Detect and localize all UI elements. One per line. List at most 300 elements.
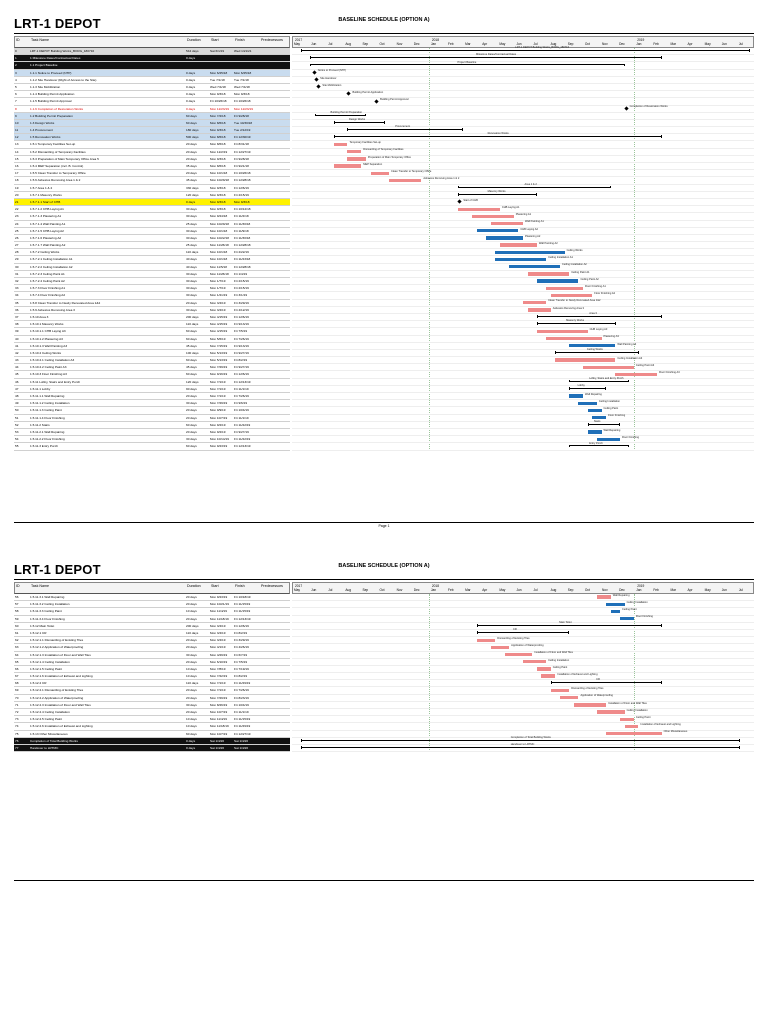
gantt-bar[interactable] [523, 301, 546, 304]
gantt-bar[interactable] [310, 64, 624, 65]
gantt-bar[interactable] [537, 330, 588, 333]
table-row[interactable] [14, 177, 290, 184]
table-row[interactable] [14, 271, 290, 278]
gantt-row [292, 608, 754, 615]
cell-start: Mon 9/9/19 [210, 408, 226, 413]
table-row[interactable] [14, 55, 290, 62]
gantt-bar-label: Plastering A2 [525, 234, 541, 238]
table-row[interactable] [14, 659, 290, 666]
cell-id: 23 [15, 214, 19, 219]
milestone-diamond[interactable] [458, 200, 462, 204]
cell-dur: 20 days [186, 429, 197, 434]
gantt-bar[interactable] [541, 674, 555, 677]
gantt-row [292, 716, 754, 723]
gantt-row [292, 189, 754, 199]
gantt-bar[interactable] [537, 316, 662, 317]
cell-finish: Fri 9/27/19 [234, 429, 249, 434]
table-row[interactable] [14, 206, 290, 213]
gantt-bar[interactable] [505, 653, 533, 656]
month-label: Jul [738, 588, 743, 592]
gantt-bar[interactable] [477, 229, 519, 232]
month-label: Jan [636, 588, 642, 592]
gantt-bar[interactable] [495, 258, 546, 261]
gantt-bar[interactable] [334, 122, 385, 123]
gantt-bar[interactable] [569, 445, 629, 446]
table-row[interactable] [14, 256, 290, 263]
milestone-diamond[interactable] [317, 85, 321, 89]
gantt-bar-label: Floor Finishing [635, 615, 653, 619]
table-row[interactable] [14, 716, 290, 723]
gantt-bar-label: Ceiling Paint [635, 716, 651, 719]
table-row[interactable] [14, 120, 290, 127]
table-row[interactable] [14, 163, 290, 170]
gantt-bar-label: Ceiling Installation A2 [561, 263, 587, 267]
cell-name: 1.4 Procurement [30, 128, 53, 133]
gantt-row [292, 709, 754, 716]
cell-finish: Fri 4/12/19 [234, 307, 249, 312]
table-row[interactable] [14, 134, 290, 141]
table-row[interactable] [14, 738, 290, 745]
cell-start: Mon 10/1/18 [210, 257, 228, 262]
table-row[interactable] [14, 84, 290, 91]
gantt-bar-label: Wall Painting A2 [538, 241, 558, 245]
gantt-bar[interactable] [458, 208, 500, 211]
table-row[interactable] [14, 336, 290, 343]
table-row[interactable] [14, 292, 290, 299]
cell-dur: 30 days [186, 271, 197, 276]
cell-dur: 120 days [186, 192, 199, 197]
gantt-bar[interactable] [509, 265, 560, 268]
gantt-bar[interactable] [574, 703, 606, 706]
gantt-bar[interactable] [486, 236, 523, 239]
gantt-bar-label: Ceiling Paint A3 [635, 364, 655, 368]
table-row[interactable] [14, 630, 290, 637]
gantt-bar[interactable] [625, 725, 639, 728]
cell-dur: 30 days [186, 235, 197, 240]
table-row[interactable] [14, 666, 290, 673]
cell-dur: 30 days [186, 702, 197, 707]
gantt-bar[interactable] [301, 50, 749, 51]
table-row[interactable] [14, 436, 290, 443]
cell-dur: 60 days [186, 358, 197, 363]
cell-start: Fri 10/26/18 [210, 99, 227, 104]
cell-finish: Fri 11/9/18 [234, 228, 249, 233]
table-row[interactable] [14, 70, 290, 77]
table-row[interactable] [14, 285, 290, 292]
cell-dur: 20 days [186, 602, 197, 607]
gantt-bar[interactable] [528, 308, 551, 311]
table-row[interactable] [14, 221, 290, 228]
table-row[interactable] [14, 357, 290, 364]
gantt-bar[interactable] [495, 251, 564, 254]
table-row[interactable] [14, 687, 290, 694]
cell-finish: Fri 6/7/19 [234, 652, 248, 657]
cell-finish: Fri 11/15/19 [234, 717, 251, 722]
gantt-bar[interactable] [597, 595, 611, 598]
table-row[interactable] [14, 702, 290, 709]
cell-finish: Sat 1/4/20 [234, 738, 249, 743]
cell-start: Mon 9/3/18 [210, 192, 226, 197]
gantt-row [292, 163, 754, 170]
gantt-bar[interactable] [569, 388, 606, 389]
cell-start: Mon 12/23/19 [210, 106, 229, 111]
gantt-bar[interactable] [458, 187, 610, 188]
gantt-bar[interactable] [537, 667, 551, 670]
cell-name: 1.5.12.1.4 Ceiling Installation [30, 659, 70, 664]
cell-id: 44 [15, 365, 19, 370]
gantt-bar[interactable] [477, 632, 569, 633]
table-row[interactable] [14, 199, 290, 206]
cell-name: 1.5.11 Lobby, Stairs and Entry Porch [30, 379, 81, 384]
gantt-row [292, 271, 754, 278]
cell-finish: Wed 7/4/18 [234, 84, 250, 89]
cell-id: 58 [15, 609, 19, 614]
gantt-bar[interactable] [569, 344, 615, 347]
cell-id: 43 [15, 358, 19, 363]
month-label: Oct [584, 588, 590, 592]
gantt-bar[interactable] [615, 373, 657, 376]
table-row[interactable] [14, 422, 290, 429]
gantt-bar[interactable] [310, 57, 661, 58]
table-row[interactable] [14, 608, 290, 615]
table-row[interactable] [14, 113, 290, 120]
cell-finish: Fri 11/23/18 [234, 257, 251, 262]
cell-id: 38 [15, 322, 19, 327]
gantt-bar-label: Floor Finishing [622, 435, 640, 439]
cell-dur: 20 days [186, 142, 197, 147]
table-row[interactable] [14, 321, 290, 328]
gantt-bar[interactable] [560, 696, 578, 699]
table-row[interactable] [14, 731, 290, 738]
gantt-row [292, 415, 754, 422]
table-row[interactable] [14, 623, 290, 630]
gantt-bar[interactable] [301, 740, 740, 741]
gantt-bar[interactable] [491, 646, 509, 649]
table-row[interactable] [14, 723, 290, 730]
gantt-row [292, 666, 754, 673]
cell-name: 1.5.10.2.2 Ceiling Paint A3 [30, 365, 67, 370]
gantt-row [292, 687, 754, 694]
gantt-bar-label: Installation of Floor and Wall Tiles [608, 701, 647, 705]
gantt-bar[interactable] [389, 179, 421, 182]
cell-start: Mon 7/8/19 [210, 666, 226, 671]
cell-start: Mon 1/7/19 [210, 286, 226, 291]
gantt-row [292, 328, 754, 335]
cell-id: 39 [15, 329, 19, 334]
cell-finish: Fri 10/4/19 [234, 408, 249, 413]
gantt-bar[interactable] [500, 243, 537, 246]
cell-finish: Fri 10/18/19 [234, 595, 251, 599]
column-header-finish: Finish [235, 584, 245, 588]
table-row[interactable] [14, 127, 290, 134]
cell-finish: Fri 10/4/19 [234, 702, 249, 707]
gantt-bar-label: Lobby, Stairs and Entry Porch [589, 376, 624, 380]
cell-name: 1.1.1 Notice to Proceed (NTP) [30, 70, 72, 75]
cell-name: 1.5.8 Clean Transfer to Newly Renovated Area 1&2 [30, 300, 101, 305]
cell-id: 29 [15, 257, 19, 262]
table-row[interactable] [14, 242, 290, 249]
table-row[interactable] [14, 350, 290, 357]
cell-finish: Fri 8/2/19 [234, 630, 248, 635]
table-row[interactable] [14, 673, 290, 680]
table-row[interactable] [14, 235, 290, 242]
milestone-diamond[interactable] [347, 92, 351, 96]
table-row[interactable] [14, 156, 290, 163]
cell-id: 68 [15, 681, 19, 686]
cell-dur: 110 days [186, 630, 199, 635]
gantt-bar-label: Ceiling Installation [626, 708, 648, 712]
cell-dur: 30 days [186, 286, 197, 291]
gantt-bar-label: Temporary Facilities Set-up [349, 141, 381, 145]
task-table [14, 36, 290, 451]
gantt-bar[interactable] [537, 279, 579, 282]
gantt-bar[interactable] [569, 381, 629, 382]
cell-id: 20 [15, 192, 19, 197]
gantt-row [292, 314, 754, 321]
table-row[interactable] [14, 709, 290, 716]
cell-start: Mon 4/29/19 [210, 652, 228, 657]
gantt-bar[interactable] [546, 287, 583, 290]
column-header-name: Task Name [31, 38, 49, 42]
table-row[interactable] [14, 644, 290, 651]
cell-name: 1.5.10.1.1 CHB Laying A3 [30, 329, 66, 334]
cell-name: 1.5.12.2.5 Ceiling Paint [30, 717, 62, 722]
gantt-bar[interactable] [315, 115, 366, 116]
gantt-bar[interactable] [334, 164, 362, 167]
table-row[interactable] [14, 745, 290, 752]
project-title: LRT-1 DEPOT [14, 16, 101, 31]
cell-dur: 0 days [186, 92, 196, 97]
table-row[interactable] [14, 429, 290, 436]
gantt-row [292, 616, 754, 623]
cell-finish: Fri 11/1/19 [234, 710, 249, 714]
cell-name: Handover to LRTMC [30, 745, 59, 750]
table-row[interactable] [14, 364, 290, 371]
cell-id: 17 [15, 171, 19, 176]
table-row[interactable] [14, 278, 290, 285]
gantt-bar-label: Completion of Total Building Works [510, 735, 551, 739]
cell-dur: 20 days [186, 408, 197, 413]
gantt-bar[interactable] [477, 639, 495, 642]
gantt-bar[interactable] [597, 710, 625, 713]
milestone-diamond[interactable] [624, 106, 628, 110]
milestone-diamond[interactable] [314, 77, 318, 81]
cell-name: 1.5.7 Area 1 & 2 [30, 185, 53, 190]
gantt-bar-label: Installation of Floor and Wall Tiles [534, 651, 573, 655]
table-row[interactable] [14, 680, 290, 687]
cell-dur: 30 days [186, 401, 197, 406]
table-row[interactable] [14, 386, 290, 393]
cell-id: 75 [15, 731, 19, 736]
gantt-bar[interactable] [606, 603, 624, 606]
table-row[interactable] [14, 652, 290, 659]
gantt-bar[interactable] [583, 366, 634, 369]
cell-finish: Sat 1/4/20 [234, 745, 249, 750]
gantt-bar-label: Ceiling Paint [552, 665, 568, 669]
month-label: Jul [328, 588, 333, 592]
gantt-bar[interactable] [592, 416, 606, 419]
gantt-bar[interactable] [546, 337, 601, 340]
gantt-bar[interactable] [491, 222, 523, 225]
gantt-bar[interactable] [528, 272, 570, 275]
gantt-bar[interactable] [334, 143, 348, 146]
table-row[interactable] [14, 48, 290, 55]
table-row[interactable] [14, 314, 290, 321]
gantt-bar[interactable] [551, 682, 662, 683]
gantt-bar-label: Ceiling Paint [622, 608, 637, 612]
gantt-row [292, 300, 754, 307]
milestone-diamond[interactable] [375, 99, 379, 103]
table-row[interactable] [14, 594, 290, 601]
gantt-bar[interactable] [588, 409, 602, 412]
timescale [292, 582, 754, 594]
table-row[interactable] [14, 343, 290, 350]
cell-finish: Fri 3/29/19 [234, 638, 249, 643]
cell-start: Mon 6/10/19 [210, 659, 228, 664]
table-row[interactable] [14, 213, 290, 220]
gantt-bar[interactable] [588, 424, 620, 425]
cell-name: 1.1.2 Site Handover (Right of Access to the Site) [30, 77, 97, 82]
gantt-bar[interactable] [578, 402, 596, 405]
gantt-bar[interactable] [347, 157, 365, 160]
gantt-bar[interactable] [551, 689, 569, 692]
table-row[interactable] [14, 185, 290, 192]
cell-finish: Fri 7/5/19 [234, 659, 248, 664]
year-label: 2017 [295, 584, 303, 588]
table-row[interactable] [14, 637, 290, 644]
table-row[interactable] [14, 443, 290, 450]
gantt-bar[interactable] [555, 358, 615, 361]
cell-dur: 60 days [186, 113, 197, 118]
cell-id: 63 [15, 645, 19, 650]
table-row[interactable] [14, 228, 290, 235]
month-label: Aug [345, 42, 351, 46]
gantt-bar-label: MEP Separation [363, 162, 383, 166]
gantt-row [292, 228, 754, 235]
table-row[interactable] [14, 170, 290, 177]
gantt-bar[interactable] [597, 438, 620, 441]
month-label: Jul [738, 42, 743, 46]
cell-dur: 30 days [186, 207, 197, 212]
cell-id: 37 [15, 314, 19, 319]
table-row[interactable] [14, 106, 290, 113]
month-label: Jan [430, 42, 437, 46]
table-row[interactable] [14, 307, 290, 314]
cell-finish: Fri 12/13/19 [234, 379, 251, 384]
cell-name: 1.1.5 Building Permit Approval [30, 99, 72, 104]
cell-id: 76 [15, 738, 19, 743]
table-row[interactable] [14, 371, 290, 378]
cell-finish: Fri 10/26/18 [234, 99, 251, 104]
gantt-bar[interactable] [569, 394, 583, 397]
cell-name: 1.5.2 Dismantling of Temporary Facilities [30, 149, 86, 154]
table-row[interactable] [14, 98, 290, 105]
gantt-bar[interactable] [334, 136, 662, 137]
gantt-bar[interactable] [537, 323, 616, 324]
gantt-bar[interactable] [371, 172, 389, 175]
gantt-row [292, 407, 754, 414]
gantt-bar[interactable] [477, 625, 662, 626]
cell-dur: 45 days [186, 178, 197, 183]
table-row[interactable] [14, 192, 290, 199]
table-row[interactable] [14, 695, 290, 702]
gantt-bar[interactable] [472, 215, 514, 218]
cell-finish: Fri 11/29/19 [234, 681, 251, 686]
cell-start: Mon 8/26/19 [210, 702, 228, 707]
table-row[interactable] [14, 141, 290, 148]
gantt-bar-label: Dismantling of Existing Tiles [571, 687, 604, 691]
cell-start: Mon 4/15/19 [210, 322, 228, 327]
cell-id: 28 [15, 250, 19, 255]
cell-id: 41 [15, 343, 19, 348]
table-row[interactable] [14, 62, 290, 69]
gantt-bar[interactable] [555, 352, 638, 353]
gantt-bar[interactable] [620, 617, 634, 620]
year-label: 2018 [431, 584, 439, 588]
table-row[interactable] [14, 249, 290, 256]
gantt-bar-label: Ceiling Installation [598, 400, 620, 403]
cell-id: 13 [15, 142, 19, 147]
cell-name: 1.5.10.1.3 Wall Painting A3 [30, 343, 68, 348]
cell-id: 71 [15, 702, 19, 707]
gantt-bar[interactable] [523, 660, 546, 663]
table-row[interactable] [14, 328, 290, 335]
cell-dur: 60 days [186, 422, 197, 427]
table-row[interactable] [14, 264, 290, 271]
table-row[interactable] [14, 393, 290, 400]
table-row[interactable] [14, 300, 290, 307]
table-row[interactable] [14, 616, 290, 623]
header-rule [14, 579, 754, 580]
cell-start: Mon 8/6/18 [210, 120, 226, 125]
gantt-row [292, 120, 754, 127]
cell-name: 1.5.11.1.3 Ceiling Paint [30, 408, 62, 413]
table-row[interactable] [14, 415, 290, 422]
cell-id: 48 [15, 394, 19, 398]
gantt-bar[interactable] [551, 294, 593, 297]
cell-start: Mon 11/26/18 [210, 243, 229, 248]
gantt-row [292, 199, 754, 206]
gantt-bar[interactable] [301, 747, 740, 748]
gantt-bar[interactable] [458, 194, 537, 195]
milestone-diamond[interactable] [312, 70, 316, 74]
gantt-bar[interactable] [347, 129, 463, 130]
gantt-chart [292, 36, 754, 451]
table-row[interactable] [14, 601, 290, 608]
gantt-bar-label: Other Miscellaneous [663, 730, 688, 734]
gantt-bar[interactable] [620, 718, 634, 721]
cell-finish: Fri 12/6/19 [234, 623, 249, 628]
cell-dur: 20 days [186, 616, 197, 621]
table-row[interactable] [14, 400, 290, 407]
cell-name: 1.5.10.2.1 Ceiling Installation A3 [30, 358, 75, 363]
gantt-row [292, 98, 754, 105]
cell-dur: 30 days [186, 652, 197, 657]
gantt-bar[interactable] [347, 150, 361, 153]
table-row[interactable] [14, 379, 290, 386]
table-row[interactable] [14, 407, 290, 414]
table-row[interactable] [14, 77, 290, 84]
cell-name: 1.5.12.2.3 Installation of Floor and Wall Tiles [30, 702, 91, 707]
gantt-bar[interactable] [606, 732, 661, 735]
gantt-bar-label: Clean Transfer to Newly Renovated Area 1&2 [548, 299, 601, 303]
table-row[interactable] [14, 149, 290, 156]
cell-start: Mon 7/2/18 [210, 113, 226, 118]
schedule-subtitle: BASELINE SCHEDULE (OPTION A) [338, 563, 430, 569]
gantt-bar[interactable] [588, 430, 602, 433]
gantt-bar[interactable] [611, 610, 620, 613]
table-row[interactable] [14, 91, 290, 98]
